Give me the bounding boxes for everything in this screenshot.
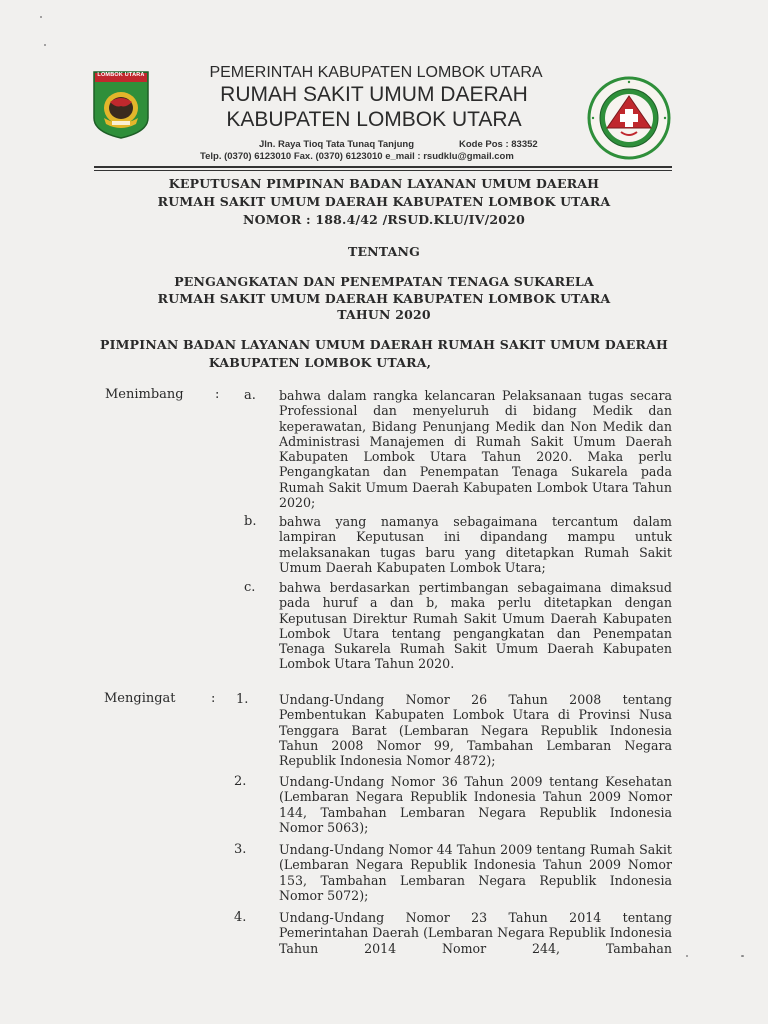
letterhead-contact: Telp. (0370) 6123010 Fax. (0370) 6123010 e_mail : rsudklu@gmail.com bbox=[200, 151, 514, 162]
letterhead-government: PEMERINTAH KABUPATEN LOMBOK UTARA bbox=[209, 64, 543, 81]
letterhead-regency: KABUPATEN LOMBOK UTARA bbox=[226, 108, 522, 131]
letterhead-address: Jln. Raya Tioq Tata Tunaq Tanjung bbox=[259, 139, 415, 150]
mengingat-item-4: Undang-Undang Nomor 23 Tahun 2014 tentang Pemerintahan Daerah (Lembaran Negara Republik Indonesia Tahun 2014 Nomor 244, Tambahan bbox=[279, 910, 672, 956]
decree-title-line1: KEPUTUSAN PIMPINAN BADAN LAYANAN UMUM DAERAH bbox=[168, 176, 600, 191]
menimbang-label: Menimbang bbox=[105, 387, 184, 402]
emblem-caption: LOMBOK UTARA bbox=[97, 72, 145, 78]
decree-number: NOMOR : 188.4/42 /RSUD.KLU/IV/2020 bbox=[243, 212, 525, 227]
letterhead-rule bbox=[94, 166, 672, 168]
mengingat-item-1: Undang-Undang Nomor 26 Tahun 2008 tentang Pembentukan Kabupaten Lombok Utara di Provinsi Nusa Tenggara Barat (Lembaran Negara Republik Indonesia Tahun 2008 Nomor 99, Tambahan Lembaran Negara Republik Indonesia Nomor 4872); bbox=[279, 692, 672, 769]
menimbang-item-c: bahwa berdasarkan pertimbangan sebagaimana dimaksud pada huruf a dan b, maka perlu ditetapkan dengan Keputusan Direktur Rumah Sakit Umum Daerah Kabupaten Lombok Utara tentang pengangkatan dan Penempatan Tenaga Sukarela Rumah Sakit Umum Daerah Kabupaten Lombok Utara Tahun 2020. bbox=[279, 580, 672, 672]
decree-subject-line2: RUMAH SAKIT UMUM DAERAH KABUPATEN LOMBOK UTARA bbox=[157, 291, 611, 306]
mengingat-mark-2: 2. bbox=[234, 774, 247, 789]
decree-tentang: TENTANG bbox=[347, 244, 421, 259]
mengingat-mark-4: 4. bbox=[234, 910, 247, 925]
decree-title-line2: RUMAH SAKIT UMUM DAERAH KABUPATEN LOMBOK UTARA bbox=[157, 194, 611, 209]
letterhead-postal-code: Kode Pos : 83352 bbox=[459, 139, 538, 150]
menimbang-colon: : bbox=[215, 387, 220, 402]
letterhead-rule-thin bbox=[94, 170, 672, 171]
mengingat-item-3: Undang-Undang Nomor 44 Tahun 2009 tentang Rumah Sakit (Lembaran Negara Republik Indonesia Tahun 2009 Nomor 153, Tambahan Lembaran Negara Republik Indonesia Nomor 5072); bbox=[279, 842, 672, 903]
menimbang-mark-a: a. bbox=[244, 388, 256, 403]
menimbang-item-b: bahwa yang namanya sebagaimana tercantum dalam lampiran Keputusan ini dipandang mampu untuk melaksanakan tugas baru yang ditetapkan Rumah Sakit Umum Daerah Kabupaten Lombok Utara; bbox=[279, 514, 672, 575]
mengingat-label: Mengingat bbox=[104, 691, 176, 706]
scan-speck bbox=[741, 955, 744, 957]
mengingat-mark-1: 1. bbox=[236, 692, 249, 707]
decree-subject-line3: TAHUN 2020 bbox=[337, 307, 431, 322]
menimbang-mark-b: b. bbox=[244, 514, 257, 529]
mengingat-item-2: Undang-Undang Nomor 36 Tahun 2009 tentang Kesehatan (Lembaran Negara Republik Indonesia Tahun 2009 Nomor 144, Tambahan Lembaran Negara Republik Indonesia Nomor 5063); bbox=[279, 774, 672, 835]
decree-subject-line1: PENGANGKATAN DAN PENEMPATAN TENAGA SUKARELA bbox=[174, 274, 594, 289]
letterhead-hospital: RUMAH SAKIT UMUM DAERAH bbox=[220, 83, 528, 106]
scan-speck bbox=[40, 16, 42, 18]
decree-issuer-line2: KABUPATEN LOMBOK UTARA, bbox=[208, 355, 432, 370]
mengingat-mark-3: 3. bbox=[234, 842, 247, 857]
scan-speck bbox=[686, 955, 688, 957]
menimbang-item-a: bahwa dalam rangka kelancaran Pelaksanaan tugas secara Professional dan menyeluruh di bidang Medik dan keperawatan, Bidang Penunjang Medik dan Non Medik dan Administrasi Manajemen di Rumah Sakit Umum Daerah Kabupaten Lombok Utara Tahun 2020. Maka perlu Pengangkatan dan Penempatan Tenaga Sukarela pada Rumah Sakit Umum Daerah Kabupaten Lombok Utara Tahun 2020; bbox=[279, 388, 672, 511]
mengingat-colon: : bbox=[211, 691, 216, 706]
scan-speck bbox=[44, 44, 46, 46]
decree-issuer-line1: PIMPINAN BADAN LAYANAN UMUM DAERAH RUMAH SAKIT UMUM DAERAH bbox=[99, 337, 668, 352]
menimbang-mark-c: c. bbox=[244, 580, 256, 595]
